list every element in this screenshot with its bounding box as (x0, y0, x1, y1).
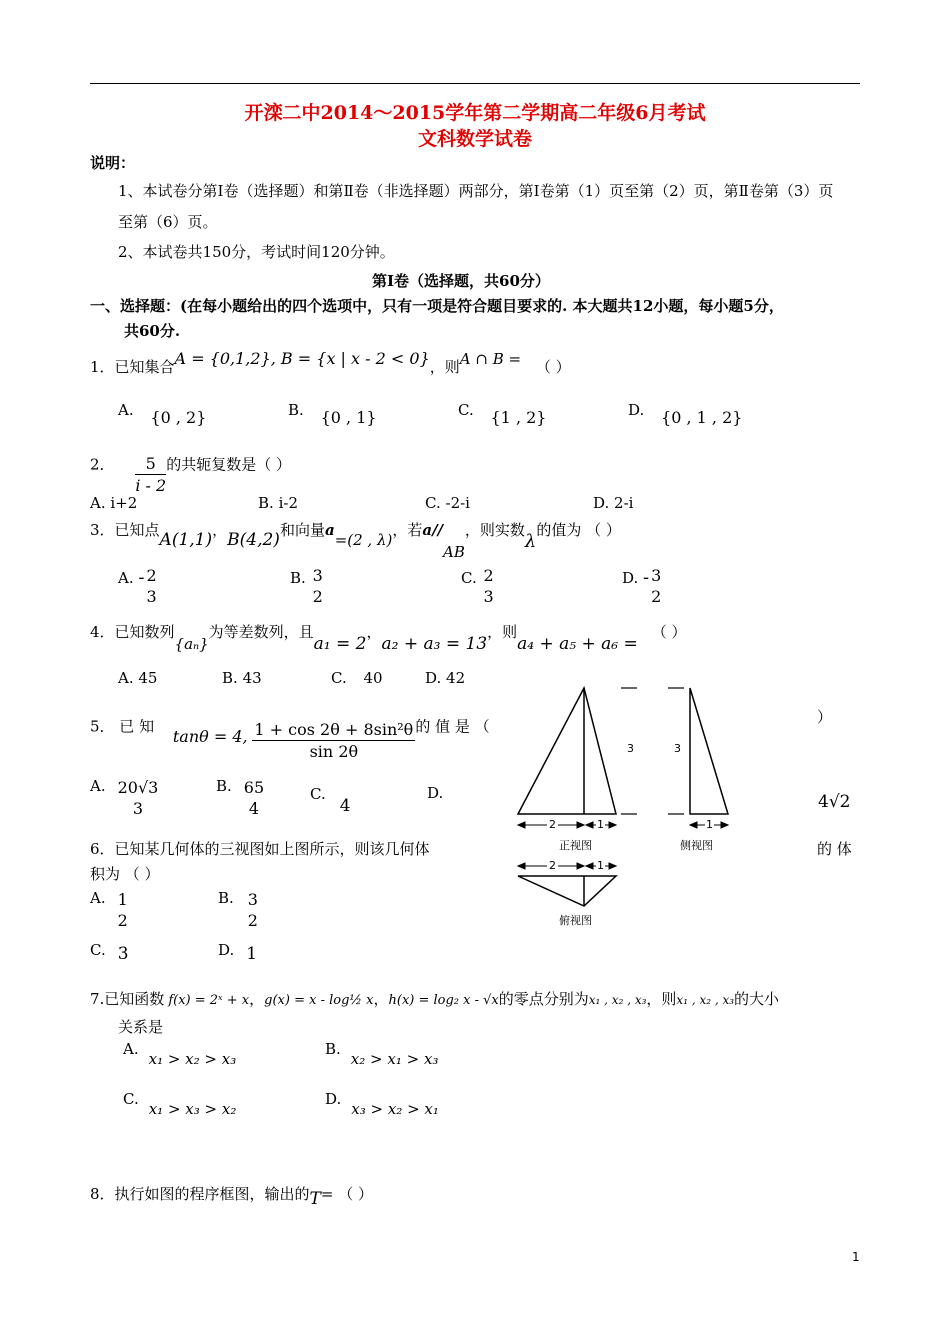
q7-prefix: 7.已知函数 (90, 990, 165, 1008)
question-7: 7.已知函数 f(x) = 2ˣ + x，g(x) = x - log½ x，h(x) = log₂ x - √x的零点分别为x₁ , x₂ , x₃，则x₁ , x₂ , x₃的大小 (90, 990, 780, 1008)
q2-option-a (90, 494, 137, 512)
option-label: A. (90, 889, 106, 907)
option-label: B. (222, 669, 238, 687)
q5-option-c (310, 784, 351, 816)
q3-option-b (290, 566, 325, 608)
q8-text: 8．执行如图的程序框图，输出的 (90, 1185, 310, 1203)
question-6-cont: 积为 （ ） (90, 865, 160, 883)
q6-option-d (218, 940, 258, 964)
side-view (690, 688, 728, 814)
option-label: A. (118, 569, 134, 587)
question-7-cont: 关系是 (118, 1018, 164, 1036)
q1-paren: （ ） (535, 358, 571, 376)
option-denominator: 2 (312, 587, 323, 606)
option-fraction (649, 566, 663, 608)
q2-fraction (135, 454, 166, 497)
option-label: A. (123, 1040, 139, 1058)
option-sign: - (138, 567, 145, 588)
option-label: D. (622, 569, 639, 587)
option-label: B. (218, 889, 234, 907)
q7-option-a (123, 1040, 237, 1068)
q3-comma: ， (212, 521, 228, 539)
notes-item-2: 2、本试卷共150分，考试时间120分钟。 (118, 243, 395, 261)
part1-heading: 第Ⅰ卷（选择题，共60分） (372, 272, 550, 290)
option-value: {0 , 2} (150, 408, 207, 427)
q1-option-a (118, 400, 207, 427)
q7-option-b (325, 1040, 439, 1068)
option-label: C. (458, 401, 474, 419)
front-view (518, 688, 616, 814)
option-value: x₃ > x₂ > x₁ (351, 1100, 439, 1118)
option-value: {0 , 1} (320, 408, 377, 427)
q4-condition-1: a₁ = 2 (313, 634, 367, 654)
height-label-right: 3 (674, 742, 681, 755)
question-1 (90, 349, 571, 377)
option-fraction (482, 566, 496, 608)
option-numerator: 65 (243, 778, 265, 797)
top-view (518, 876, 616, 906)
q5-fraction (252, 720, 415, 763)
q2-numerator: 5 (135, 454, 166, 475)
option-value: {1 , 2} (490, 408, 547, 427)
option-denominator: 3 (146, 587, 157, 606)
option-value: i+2 (110, 494, 138, 512)
q1-option-d (628, 400, 743, 427)
q5-option-b (216, 778, 266, 820)
option-label: B. (258, 494, 274, 512)
side-width-1: 1 (706, 818, 713, 831)
exam-title: 开滦二中2014～2015学年第二学期高二年级6月考试 (244, 102, 706, 124)
q2-option-b (258, 494, 298, 512)
option-value: {0 , 1 , 2} (661, 408, 743, 427)
three-view-figure (500, 680, 760, 930)
q8-var: T (309, 1189, 321, 1209)
option-label: B. (325, 1040, 341, 1058)
option-value: x₂ > x₁ > x₃ (350, 1050, 439, 1068)
option-numerator: 1 (117, 890, 128, 909)
option-fraction (242, 778, 266, 820)
q3-cond: ，若 (392, 521, 423, 539)
q1-target: A ∩ B = (459, 350, 522, 368)
q4-option-d (425, 669, 465, 687)
option-numerator: 3 (312, 566, 323, 585)
q3-vector-a: a (324, 521, 335, 539)
q3-vector-value: =(2 , λ) (334, 531, 393, 549)
option-value: 2-i (614, 494, 634, 512)
option-denominator: 2 (117, 911, 128, 930)
q5-denominator: sin 2θ (309, 742, 359, 761)
question-6-tail: 的 体 (817, 840, 852, 858)
option-label: A. (118, 669, 134, 687)
q8-end: = （ ） (320, 1185, 373, 1203)
notes-item-1-cont: 至第（6）页。 (118, 213, 218, 231)
q3-lambda: λ (524, 531, 537, 552)
q4-sequence: {aₙ} (174, 635, 209, 653)
q4-mid: 为等差数列，且 (208, 623, 314, 641)
top-width-2: 2 (549, 859, 556, 872)
option-fraction (116, 890, 130, 932)
question-8 (90, 1183, 373, 1209)
top-width-1: 1 (597, 859, 604, 872)
section-instructions-cont: 共60分. (124, 322, 181, 340)
option-label: C. (425, 494, 441, 512)
q3-then: ，则实数 (464, 521, 525, 539)
q1-mid: ，则 (429, 358, 460, 376)
option-denominator: 2 (247, 911, 258, 930)
question-4 (90, 621, 687, 654)
option-fraction (311, 566, 325, 608)
q7-option-c (123, 1090, 237, 1118)
q3-parallel: a// (422, 521, 444, 539)
q7-end: 的大小 (734, 990, 780, 1008)
notes-heading: 说明： (90, 154, 136, 172)
q4-paren: （ ） (651, 623, 687, 641)
option-label: C. (461, 569, 477, 587)
q3-vector-ab: AB (443, 543, 465, 561)
q6-option-b (218, 890, 260, 932)
q1-option-c (458, 400, 547, 427)
option-value: x₁ > x₂ > x₃ (148, 1050, 237, 1068)
q7-mid: 的零点分别为 (498, 990, 589, 1008)
q5-close-paren: ） (817, 708, 833, 726)
q5-given: tanθ = 4, (172, 726, 248, 746)
front-width-2: 2 (549, 818, 556, 831)
q3-end: 的值为 （ ） (536, 521, 621, 539)
q4-option-c (331, 669, 383, 687)
option-label: D. (425, 669, 442, 687)
q2-denominator: i - 2 (135, 476, 167, 495)
q6-option-c (90, 940, 129, 964)
option-denominator: 3 (483, 587, 494, 606)
option-value: 42 (446, 669, 466, 687)
page-number: 1 (852, 1250, 860, 1264)
option-sign: - (643, 567, 650, 588)
q2-option-d (593, 494, 633, 512)
option-value: -2-i (445, 494, 470, 512)
option-value: 1 (246, 944, 258, 964)
option-denominator: 4 (248, 799, 260, 818)
option-label: B. (216, 777, 232, 795)
option-label: C. (331, 669, 347, 687)
option-label: C. (310, 785, 326, 803)
q3-option-d (622, 566, 663, 608)
front-view-label: 正视图 (559, 839, 592, 852)
q2-num: 2． (90, 455, 115, 474)
option-label: D. (325, 1090, 342, 1108)
q4-option-b (222, 669, 262, 687)
q4-then: ，则 (487, 623, 518, 641)
option-numerator: 3 (247, 890, 258, 909)
top-rule (90, 83, 860, 84)
q5-option-a (90, 778, 160, 820)
q3-mid: 和向量 (279, 521, 325, 539)
option-label: C. (123, 1090, 139, 1108)
q1-option-b (288, 400, 377, 427)
option-denominator: 3 (132, 799, 144, 818)
q7-option-d (325, 1090, 439, 1118)
question-5 (90, 706, 490, 761)
q3-option-a (118, 566, 159, 608)
option-label: D. (593, 494, 610, 512)
option-numerator: 2 (146, 566, 157, 585)
option-value: i-2 (278, 494, 298, 512)
question-6: 6．已知某几何体的三视图如上图所示，则该几何体 (90, 840, 430, 858)
exam-subtitle: 文科数学试卷 (417, 128, 532, 150)
option-denominator: 2 (651, 587, 662, 606)
q4-target: a₄ + a₅ + a₆ = (517, 634, 638, 654)
height-label-left: 3 (627, 742, 634, 755)
q2-option-c (425, 494, 470, 512)
top-view-label: 俯视图 (559, 914, 592, 927)
q4-prefix: 4．已知数列 (90, 623, 175, 641)
q6-option-a (90, 890, 130, 932)
notes-item-1: 1、本试卷分第Ⅰ卷（选择题）和第Ⅱ卷（非选择题）两部分，第Ⅰ卷第（1）页至第（2）页，第Ⅱ卷第（3）页 (118, 182, 834, 200)
option-value: x₁ > x₃ > x₂ (148, 1100, 237, 1118)
q3-option-c (461, 566, 496, 608)
q4-option-a (118, 669, 157, 687)
option-numerator: 3 (651, 566, 662, 585)
q7-then: ，则 (646, 990, 677, 1008)
option-fraction (246, 890, 260, 932)
option-numerator: 20√3 (117, 778, 159, 797)
option-value: 45 (138, 669, 158, 687)
q1-sets: A = {0,1,2}, B = {x | x - 2 < 0} (174, 349, 430, 368)
q5-prefix: 5． 已 知 (90, 717, 155, 736)
q3-point-b: B(4,2) (227, 530, 280, 550)
option-label: C. (90, 941, 106, 959)
q5-tail: 的 值 是 （ (415, 717, 490, 736)
option-value: 43 (242, 669, 262, 687)
q5-option-d-label: D. (427, 784, 444, 802)
q2-text: 的共轭复数是（ ） (166, 455, 291, 474)
q7-vars-2: x₁ , x₂ , x₃ (676, 993, 735, 1007)
q7-g: g(x) = x - log½ x (264, 993, 374, 1008)
side-view-label: 侧视图 (680, 839, 713, 852)
q5-option-d-value: 4√2 (818, 792, 851, 812)
q4-sep: ， (366, 623, 382, 641)
option-label: D. (218, 941, 235, 959)
option-label: A. (90, 494, 106, 512)
option-label: A. (90, 777, 106, 795)
q7-h: h(x) = log₂ x - √x (388, 993, 499, 1008)
section-instructions: 一、选择题：(在每小题给出的四个选项中，只有一项是符合题目要求的. 本大题共12小题，每小题5分， (90, 297, 784, 315)
option-value: 3 (117, 944, 129, 964)
q7-f: f(x) = 2ˣ + x (168, 993, 250, 1008)
option-label: B. (288, 401, 304, 419)
option-label: A. (118, 401, 134, 419)
option-fraction (144, 566, 158, 608)
option-numerator: 2 (483, 566, 494, 585)
question-3 (90, 519, 621, 561)
q3-point-a: A(1,1) (159, 530, 213, 550)
q1-prefix: 1．已知集合 (90, 358, 175, 376)
front-width-1: 1 (597, 818, 604, 831)
option-fraction (116, 778, 161, 820)
q7-vars: x₁ , x₂ , x₃ (588, 993, 647, 1007)
q5-numerator: 1 + cos 2θ + 8sin²θ (254, 720, 414, 739)
q3-prefix: 3．已知点 (90, 521, 160, 539)
question-2 (90, 444, 291, 495)
option-value: 4 (339, 796, 351, 816)
option-value: 40 (363, 669, 383, 687)
q4-condition-2: a₂ + a₃ = 13 (381, 634, 488, 654)
option-label: B. (290, 569, 306, 587)
option-label: D. (628, 401, 645, 419)
